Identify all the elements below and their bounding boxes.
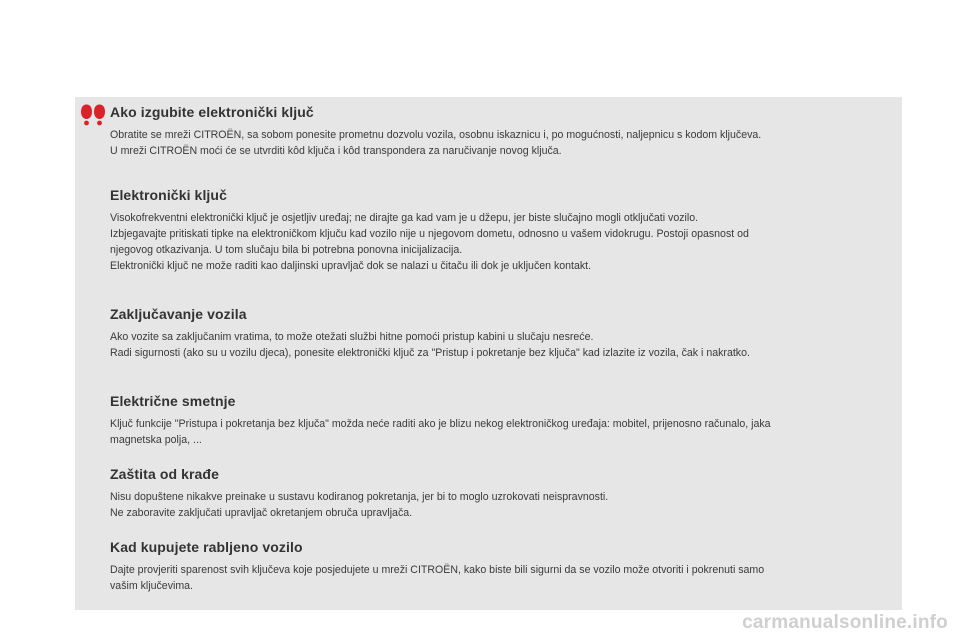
section-electronic-key: [110, 185, 890, 274]
section-title: Kad kupujete rabljeno vozilo: [110, 539, 303, 555]
section-lost-key: [110, 102, 890, 159]
text-line: U mreži CITROËN moći će se utvrditi kôd ključa i kôd transpondera za naručivanje novog ključa.: [110, 145, 562, 157]
section-title: Ako izgubite elektronički ključ: [110, 104, 314, 120]
section-text: [110, 210, 890, 274]
text-line: Dajte provjeriti sparenost svih ključeva koje posjedujete u mreži CITROËN, kako biste bili sigurni da se vozilo može otvoriti i pokrenuti samo: [110, 564, 765, 576]
text-line: Visokofrekventni elektronički ključ je osjetljiv uređaj; ne dirajte ga kad vam je u džepu, jer biste slučajno mogli otključati vozilo.: [110, 212, 699, 224]
text-line: Ne zaboravite zaključati upravljač okretanjem obruča upravljača.: [110, 507, 413, 519]
text-line: magnetska polja, ...: [110, 434, 202, 446]
section-title: Elektronički ključ: [110, 187, 227, 203]
text-line: Radi sigurnosti (ako su u vozilu djeca), ponesite elektronički ključ za "Pristup i pokretanje bez ključa" kad izlazite iz vozila, čak i nakratko.: [110, 347, 750, 359]
text-line: Obratite se mreži CITROËN, sa sobom ponesite prometnu dozvolu vozila, osobnu iskaznicu i, po mogućnosti, naljepnicu s kodom ključeva.: [110, 129, 762, 141]
content-column: [110, 102, 890, 594]
section-text: [110, 329, 890, 361]
text-line: Ako vozite sa zaključanim vratima, to može otežati službi hitne pomoći pristup kabini u slučaju nesreće.: [110, 331, 594, 343]
text-line: Ključ funkcije "Pristupa i pokretanja bez ključa" možda neće raditi ako je blizu nekog elektroničkog uređaja: mobitel, prijenosno računalo, jaka: [110, 418, 771, 430]
section-text: [110, 489, 890, 521]
text-line: vašim ključevima.: [110, 580, 194, 592]
text-line: Elektronički ključ ne može raditi kao daljinski upravljač dok se nalazi u čitaču ili dok je uključen kontakt.: [110, 260, 592, 272]
section-anti-theft: [110, 464, 890, 521]
watermark: carmanualsonline.info: [742, 612, 948, 633]
section-title: Zaštita od krađe: [110, 466, 219, 482]
section-electrical-interference: [110, 391, 890, 448]
text-line: njegovog otkazivanja. U tom slučaju bila bi potrebna ponovna inicijalizacija.: [110, 244, 463, 256]
section-used-vehicle: [110, 537, 890, 594]
section-vehicle-locking: [110, 304, 890, 361]
section-text: [110, 562, 890, 594]
section-text: [110, 127, 890, 159]
text-line: Nisu dopuštene nikakve preinake u sustavu kodiranog pokretanja, jer bi to moglo uzrokovati neispravnosti.: [110, 491, 609, 503]
warning-icon: [80, 104, 106, 126]
section-title: Električne smetnje: [110, 393, 236, 409]
text-line: Izbjegavajte pritiskati tipke na elektroničkom ključu kad vozilo nije u njegovom dometu, odnosno u vašem vidokrugu. Postoji opasnost od: [110, 228, 749, 240]
section-title: Zaključavanje vozila: [110, 306, 247, 322]
section-text: [110, 416, 890, 448]
